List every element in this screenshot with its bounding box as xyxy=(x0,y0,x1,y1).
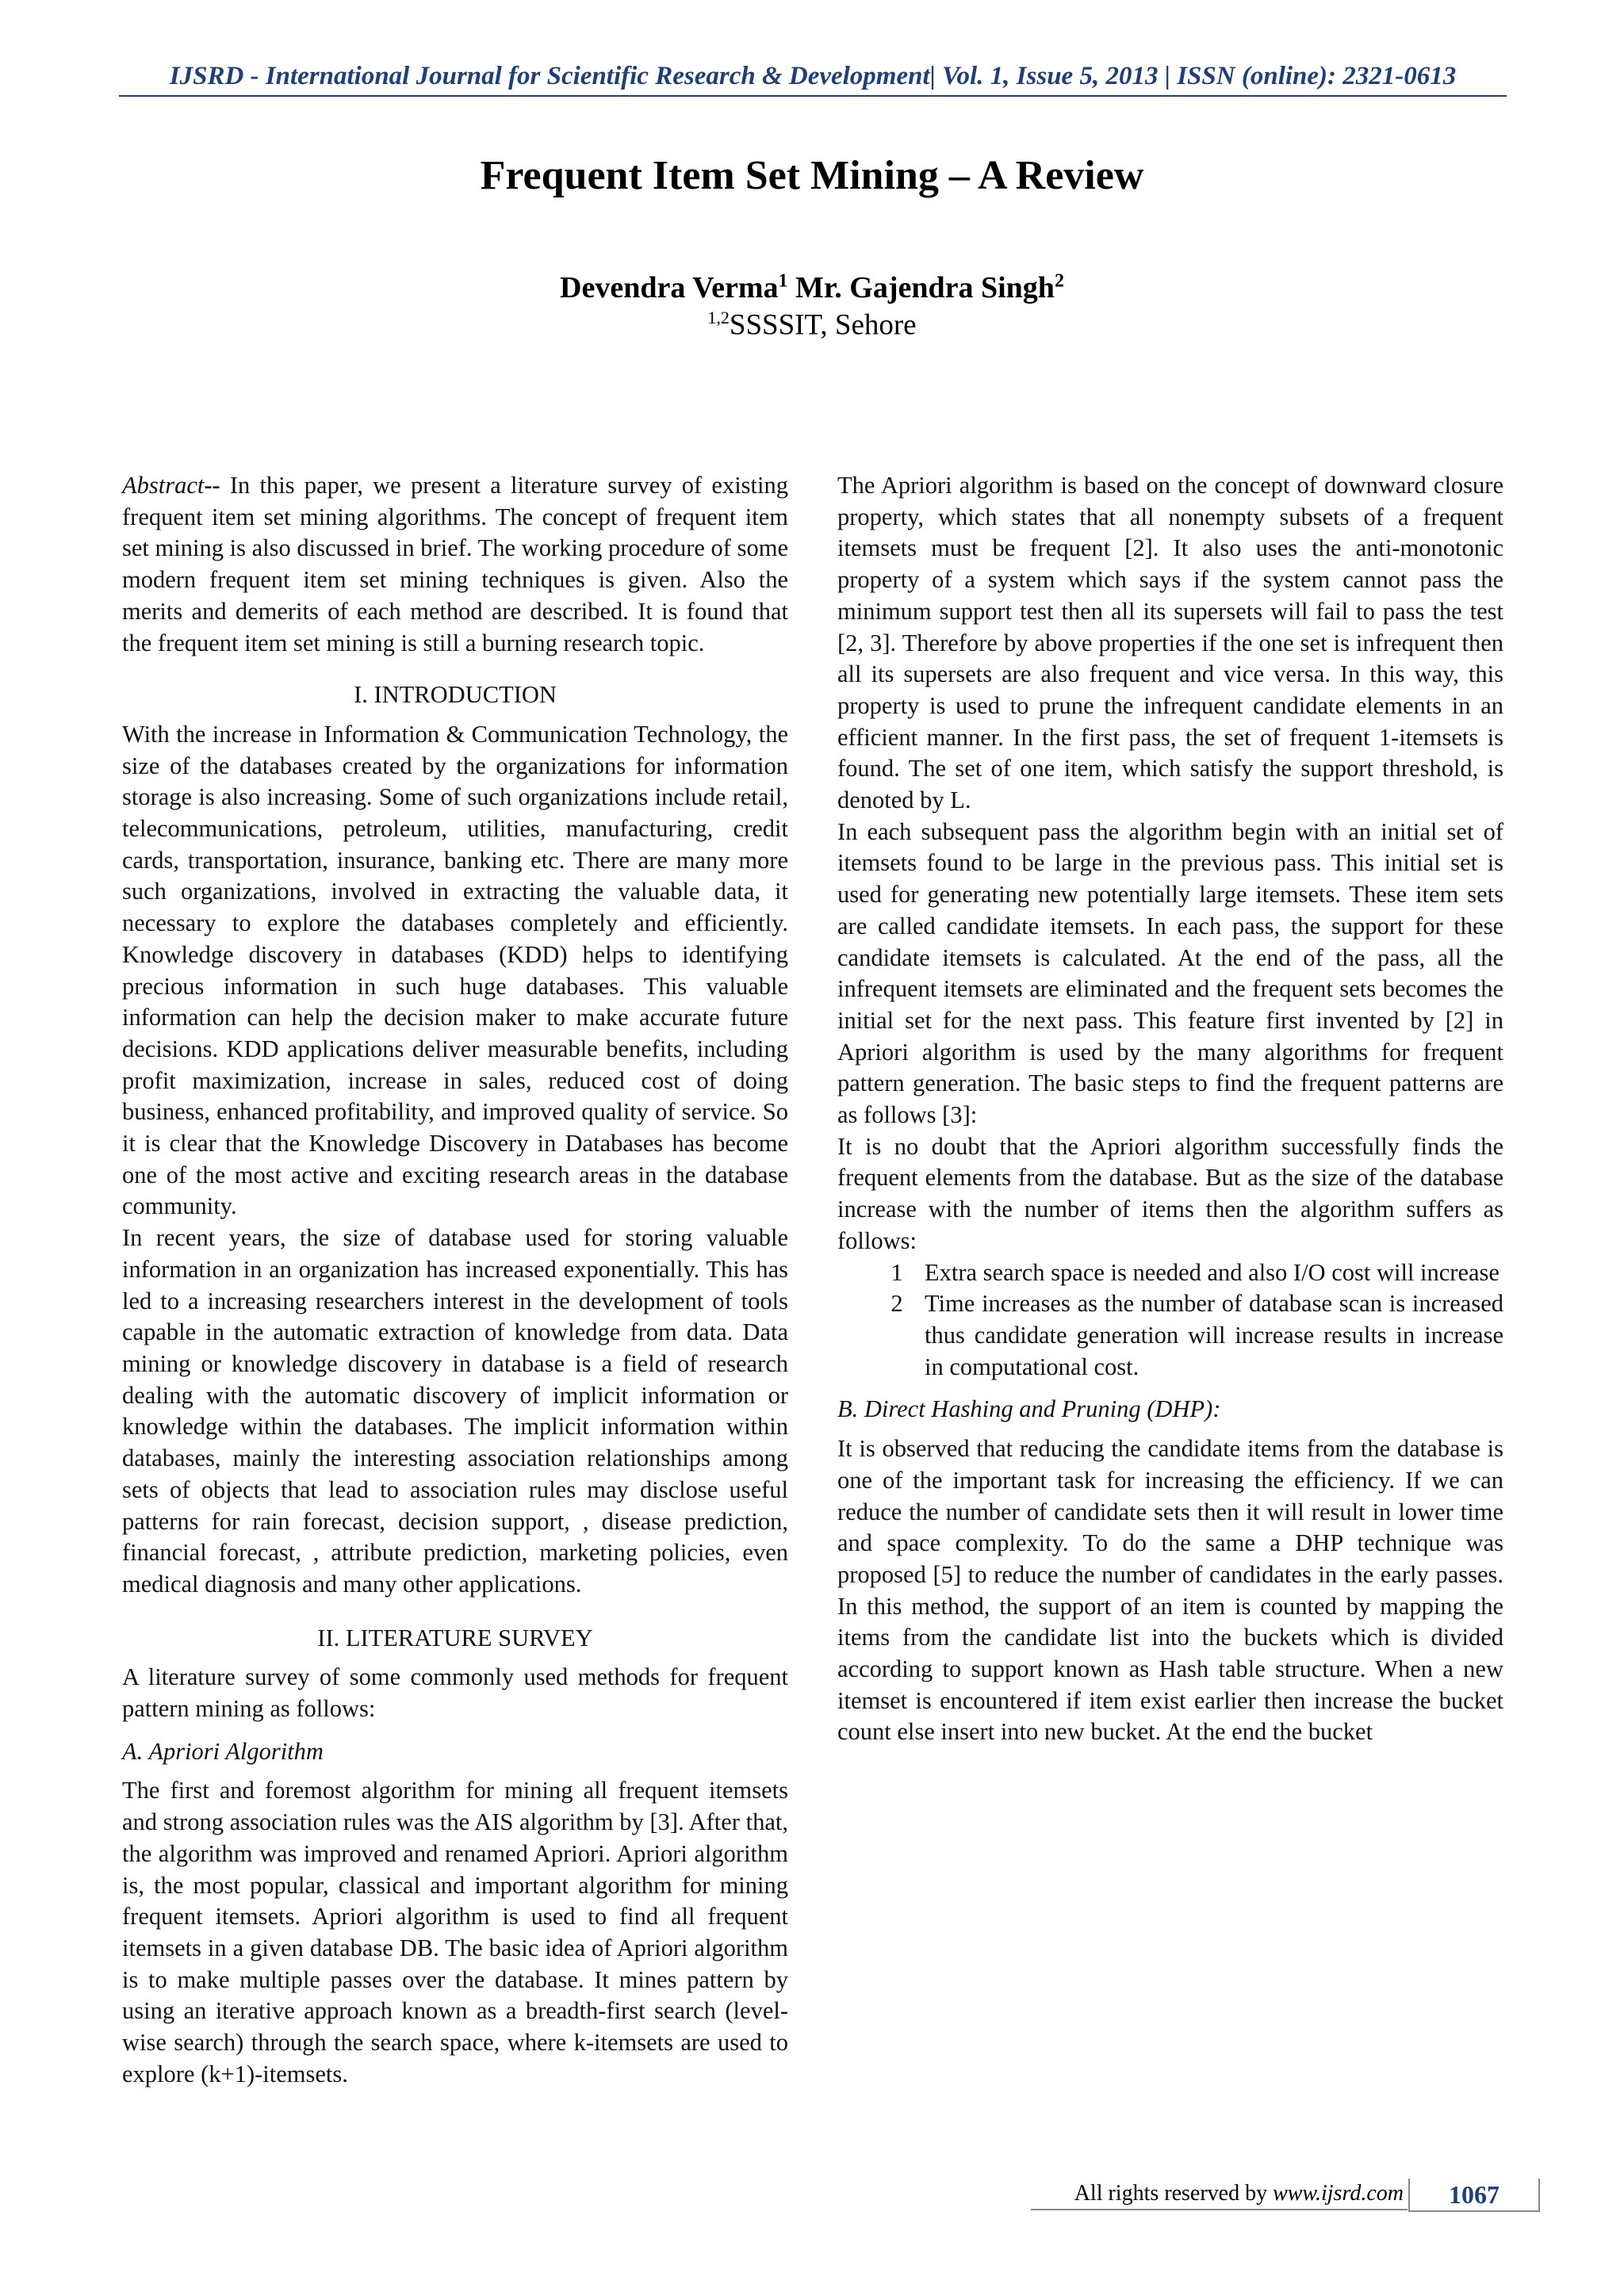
apriori-heading: A. Apriori Algorithm xyxy=(122,1737,324,1765)
author-1-sup: 1 xyxy=(778,270,788,292)
footer-rights-text: All rights reserved by xyxy=(1074,2181,1274,2206)
author-line xyxy=(0,270,1624,305)
introduction-paragraph-2: In recent years, the size of database used for storing valuable information in an organization has increased exponentially. This has led to a increasing researchers interest in the development of tools capable in the automatic extraction of knowledge from data. Data mining or knowledge discovery in database is a field of research dealing with the automatic discovery of implicit information or knowledge within the databases. The implicit information within databases, mainly the interesting association relationships among sets of objects that lead to association rules may disclose useful patterns for rain forecast, decision support, , disease prediction, financial forecast, , attribute prediction, marketing policies, even medical diagnosis and many other applications. xyxy=(122,1224,788,1598)
dhp-paragraph-1: It is observed that reducing the candidate items from the database is one of the important task for increasing the efficiency. If we can reduce the number of candidate sets then it will result in lower time and space complexity. To do the same a DHP technique was proposed [5] to reduce the number of candidates in the early passes. In this method, the support of an item is counted by mapping the items from the candidate list into the buckets which is divided according to support known as Hash table structure. When a new itemset is encountered if item exist earlier then increase the bucket count else insert into new bucket. At the end the bucket xyxy=(837,1435,1503,1746)
apriori-paragraph-4: It is no doubt that the Apriori algorithm successfully finds the frequent elements from the database. But as the size of the database increase with the number of items then the algorithm suffers as follows: xyxy=(837,1132,1503,1254)
literature-survey-paragraph: A literature survey of some commonly used methods for frequent pattern mining as follows: xyxy=(122,1663,788,1723)
footer-rights xyxy=(1031,2181,1404,2206)
affiliation-sup: 1,2 xyxy=(707,308,730,327)
introduction-paragraph-1: With the increase in Information & Communication Technology, the size of the databases created by the organizations for information storage is also increasing. Some of such organizations include retail, telecommunications, petroleum, utilities, manufacturing, credit cards, transportation, insurance, banking etc. There are many more such organizations, involved in extracting the valuable data, it necessary to explore the databases completely and efficiently. Knowledge discovery in databases (KDD) helps to identifying precious information in such huge databases. This valuable information can help the decision maker to make accurate future decisions. KDD applications deliver measurable benefits, including profit maximization, increase in sales, reduced cost of doing business, enhanced profitability, and improved quality of service. So it is clear that the Knowledge Discovery in Databases has become one of the most active and exciting research areas in the database community. xyxy=(122,720,788,1220)
author-1: Devendra Verma xyxy=(560,271,779,304)
author-2: Mr. Gajendra Singh xyxy=(795,271,1055,304)
list-item xyxy=(837,1257,1503,1289)
affiliation-text: SSSSIT, Sehore xyxy=(729,308,917,342)
footer-rule xyxy=(1031,2209,1408,2210)
list-item-number: 2 xyxy=(891,1290,903,1318)
left-column xyxy=(122,470,788,2090)
list-item-text: Extra search space is needed and also I/O cost will increase xyxy=(925,1258,1500,1286)
abstract xyxy=(122,470,788,659)
paper-title: Frequent Item Set Mining – A Review xyxy=(480,153,1144,198)
apriori-paragraph-1: The first and foremost algorithm for mining all frequent itemsets and strong association rules was the AIS algorithm by [3]. After that, the algorithm was improved and renamed Apriori. Apriori algorithm is, the most popular, classical and important algorithm for mining frequent itemsets. Apriori algorithm is used to find all frequent itemsets in a given database DB. The basic idea of Apriori algorithm is to make multiple passes over the database. It mines pattern by using an iterative approach known as a breadth-first search (level-wise search) through the search space, where k-itemsets are used to explore (k+1)-itemsets. xyxy=(122,1777,788,2087)
apriori-paragraph-2: The Apriori algorithm is based on the concept of downward closure property, which states that all nonempty subsets of a frequent itemsets must be frequent [2]. It also uses the anti-monotonic property of a system which says if the system cannot pass the minimum support test then all its supersets will fail to pass the test [2, 3]. Therefore by above properties if the one set is infrequent then all its supersets are also frequent and vice versa. In this way, this property is used to prune the infrequent candidate elements in an efficient manner. In the first pass, the set of frequent 1-itemsets is found. The set of one item, which satisfy the support threshold, is denoted by L. xyxy=(837,472,1503,814)
list-item-text: Time increases as the number of database scan is increased thus candidate generation will increase results in increase in computational cost. xyxy=(925,1290,1503,1380)
footer-url: www.ijsrd.com xyxy=(1273,2181,1404,2206)
apriori-paragraph-3: In each subsequent pass the algorithm begin with an initial set of itemsets found to be large in the previous pass. This initial set is used for generating new potentially large itemsets. These item sets are called candidate itemsets. In each pass, the support for these candidate itemsets is calculated. At the end of the pass, all the infrequent itemsets are eliminated and the frequent sets becomes the initial set for the next pass. This feature first invented by [2] in Apriori algorithm is used by the many algorithms for frequent pattern generation. The basic steps to find the frequent patterns are as follows [3]: xyxy=(837,817,1503,1129)
running-header: IJSRD - International Journal for Scientific Research & Development| Vol. 1, Issue 5, 2013 | ISSN (online): 2321-0613 xyxy=(169,62,1457,90)
header-rule xyxy=(119,95,1507,97)
list-item-number: 1 xyxy=(891,1258,903,1286)
affiliation xyxy=(0,308,1624,342)
page-number: 1067 xyxy=(1408,2179,1540,2212)
abstract-text: In this paper, we present a literature survey of existing frequent item set mining algorithms. The concept of frequent item set mining is also discussed in brief. The working procedure of some modern frequent item set mining techniques is given. Also the merits and demerits of each method are described. It is found that the frequent item set mining is still a burning research topic. xyxy=(122,472,788,656)
apriori-drawbacks-list xyxy=(837,1257,1503,1383)
dhp-heading: B. Direct Hashing and Pruning (DHP): xyxy=(837,1395,1221,1423)
abstract-label: Abstract xyxy=(122,472,205,499)
abstract-dashes: -- xyxy=(204,472,220,499)
list-item xyxy=(837,1288,1503,1383)
author-2-sup: 2 xyxy=(1054,270,1064,292)
right-column xyxy=(837,470,1503,1748)
introduction-heading: I. INTRODUCTION xyxy=(354,681,557,709)
literature-survey-heading: II. LITERATURE SURVEY xyxy=(317,1624,593,1651)
